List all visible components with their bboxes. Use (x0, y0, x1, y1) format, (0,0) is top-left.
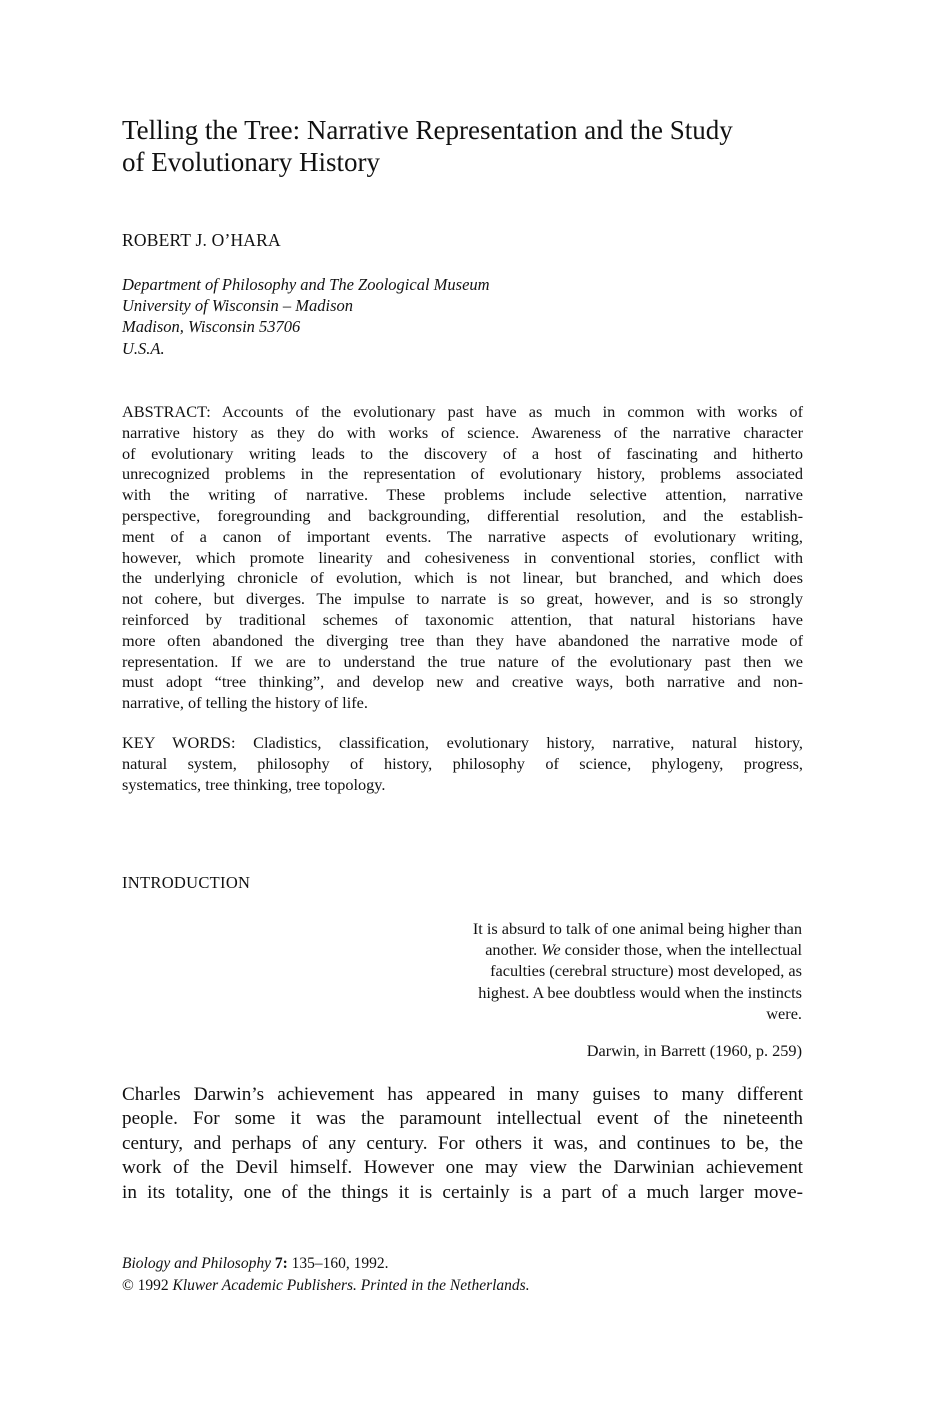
epigraph-attribution: Darwin, in Barrett (1960, p. 259) (586, 1041, 802, 1060)
abstract-line: ment of a canon of important events. The narrative aspects of evolutionary writing, (122, 526, 803, 546)
abstract-line: narrative, of telling the history of life. (122, 693, 368, 713)
affiliation-line: Madison, Wisconsin 53706 (122, 317, 301, 337)
author-affiliation (122, 274, 490, 359)
abstract-line: perspective, foregrounding and backgrounding, differential resolution, and the establish- (122, 505, 803, 525)
epigraph-text: consider those, when the intellectual (560, 940, 802, 960)
body-line: in its totality, one of the things it is certainly is a part of a much larger move- (122, 1181, 803, 1203)
abstract-line: not cohere, but diverges. The impulse to narrate is so great, however, and is so strongly (122, 589, 803, 609)
keywords-line: natural system, philosophy of history, philosophy of science, phylogeny, progress, (122, 753, 803, 773)
epigraph-emphasis: We (541, 940, 561, 960)
body-line: work of the Devil himself. However one may view the Darwinian achievement (122, 1157, 803, 1179)
epigraph-quote (410, 918, 802, 1024)
abstract-line: reinforced by traditional schemes of taxonomic attention, that natural historians have (122, 609, 803, 629)
journal-citation (122, 1253, 530, 1275)
abstract-line: representation. If we are to understand the true nature of the evolutionary past then we (122, 651, 803, 671)
section-heading-introduction: INTRODUCTION (122, 873, 251, 892)
epigraph-line (410, 939, 802, 960)
abstract-line: ABSTRACT: Accounts of the evolutionary past have as much in common with works of (122, 402, 803, 421)
journal-pages: 135–160, 1992. (287, 1255, 389, 1272)
abstract-line: unrecognized problems in the representation of evolutionary history, problems associated (122, 464, 803, 484)
epigraph-line: highest. A bee doubtless would when the instincts (478, 982, 802, 1002)
title-line: Telling the Tree: Narrative Representation and the Study (122, 115, 733, 145)
keywords-line: KEY WORDS: Cladistics, classification, evolutionary history, narrative, natural history, (122, 733, 803, 752)
keywords-line: systematics, tree thinking, tree topology. (122, 774, 386, 794)
body-line: people. For some it was the paramount intellectual event of the nineteenth (122, 1108, 803, 1130)
affiliation-line: University of Wisconsin – Madison (122, 296, 353, 316)
body-line: Charles Darwin’s achievement has appeared in many guises to many different (122, 1084, 803, 1105)
copyright-symbol: © 1992 (122, 1276, 173, 1294)
author-name: ROBERT J. O’HARA (122, 230, 281, 250)
epigraph-line: were. (766, 1003, 802, 1023)
title-line: of Evolutionary History (122, 147, 380, 177)
keywords (122, 733, 803, 795)
body-paragraph (122, 1083, 803, 1205)
affiliation-line: U.S.A. (122, 338, 165, 358)
abstract (122, 402, 803, 714)
copyright-line (122, 1275, 530, 1297)
abstract-line: of evolutionary writing leads to the discovery of a host of fascinating and hitherto (122, 443, 803, 463)
epigraph-line: It is absurd to talk of one animal being higher than (472, 919, 802, 938)
abstract-line: narrative history as they do with works of science. Awareness of the narrative character (122, 422, 803, 442)
epigraph-text: another. (485, 940, 542, 960)
abstract-line: must adopt “tree thinking”, and develop new and creative ways, both narrative and non- (122, 672, 803, 692)
affiliation-line: Department of Philosophy and The Zoological Museum (122, 275, 490, 294)
publisher-name: Kluwer Academic Publishers. Printed in the Netherlands. (172, 1276, 530, 1294)
journal-name: Biology and Philosophy (122, 1255, 271, 1272)
epigraph-line: faculties (cerebral structure) most developed, as (490, 961, 802, 981)
journal-volume: 7: (274, 1255, 288, 1272)
abstract-line: with the writing of narrative. These problems include selective attention, narrative (122, 485, 803, 505)
abstract-line: the underlying chronicle of evolution, which is not linear, but branched, and which does (122, 568, 803, 588)
citation-footer (122, 1253, 530, 1296)
body-line: century, and perhaps of any century. For others it was, and continues to be, the (122, 1132, 803, 1154)
abstract-line: however, which promote linearity and cohesiveness in conventional stories, conflict with (122, 547, 803, 567)
paper-title (122, 114, 822, 178)
abstract-line: more often abandoned the diverging tree than they have abandoned the narrative mode of (122, 630, 803, 650)
